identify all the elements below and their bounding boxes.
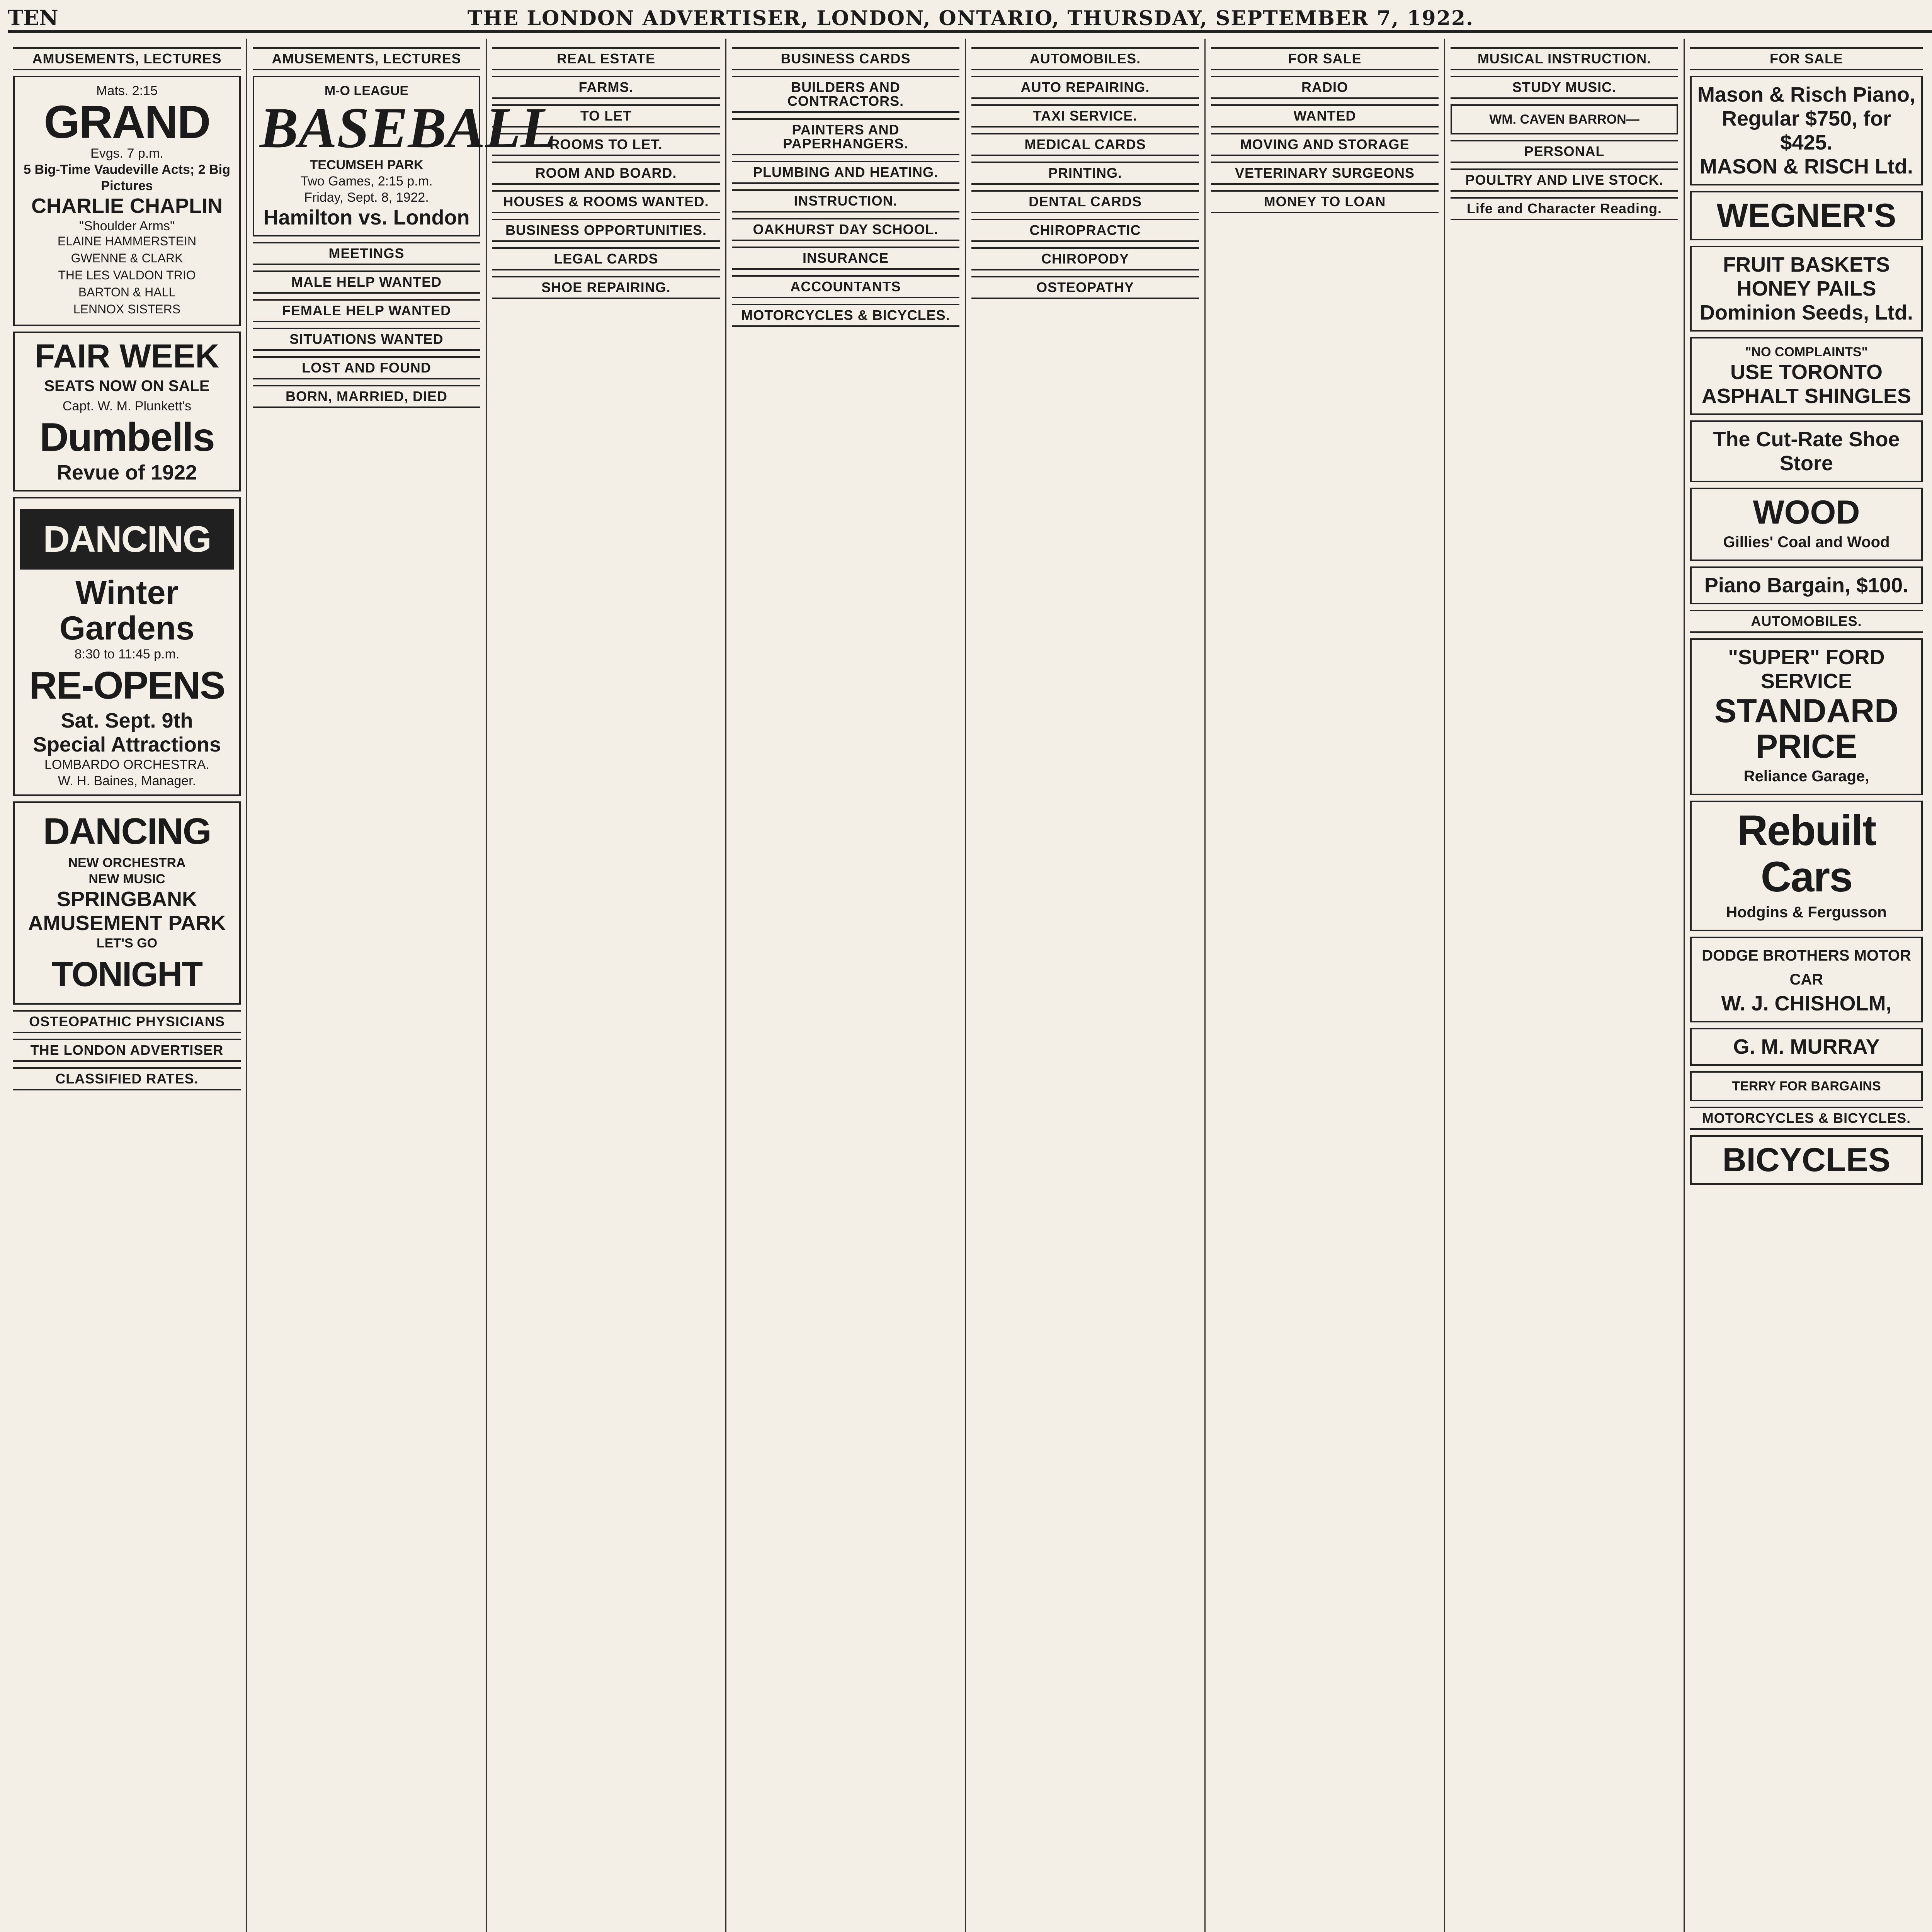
section-header: THE LONDON ADVERTISER	[13, 1039, 241, 1062]
grand-title: GRAND	[44, 96, 210, 148]
wood-ad: WOOD Gillies' Coal and Wood	[1690, 488, 1923, 561]
section-header: HOUSES & ROOMS WANTED.	[492, 190, 720, 213]
column-3	[487, 39, 726, 1932]
section-header: BUSINESS OPPORTUNITIES.	[492, 219, 720, 242]
page-number: TEN	[8, 5, 58, 30]
section-header: MEDICAL CARDS	[971, 133, 1199, 156]
section-header: MALE HELP WANTED	[253, 270, 480, 294]
section-header: SITUATIONS WANTED	[253, 328, 480, 351]
column-7	[1445, 39, 1685, 1932]
section-header: FOR SALE	[1211, 47, 1439, 70]
section-header: FOR SALE	[1690, 47, 1923, 70]
rebuilt-cars-ad: Rebuilt Cars Hodgins & Fergusson	[1690, 801, 1923, 931]
section-header: POULTRY AND LIVE STOCK.	[1451, 168, 1678, 192]
section-header: PRINTING.	[971, 162, 1199, 185]
section-header: RADIO	[1211, 76, 1439, 99]
section-header: CLASSIFIED RATES.	[13, 1067, 241, 1090]
section-header: ACCOUNTANTS	[732, 275, 959, 298]
section-header: AMUSEMENTS, LECTURES	[253, 47, 480, 70]
fruit-ad: FRUIT BASKETS HONEY PAILS Dominion Seeds, Ltd.	[1690, 246, 1923, 332]
charlie-chaplin: CHARLIE CHAPLIN	[31, 194, 223, 218]
section-header: Life and Character Reading.	[1451, 197, 1678, 220]
springbank-ad: DANCING NEW ORCHESTRA NEW MUSIC SPRINGBANK AMUSEMENT PARK LET'S GO TONIGHT	[13, 801, 241, 1005]
section-header: TAXI SERVICE.	[971, 104, 1199, 128]
ford-service-ad: "SUPER" FORD SERVICE STANDARD PRICE Reliance Garage,	[1690, 638, 1923, 795]
section-header: PAINTERS AND PAPERHANGERS.	[732, 118, 959, 155]
masthead-title: THE LONDON ADVERTISER, LONDON, ONTARIO, THURSDAY, SEPTEMBER 7, 1922.	[467, 7, 1474, 30]
shingles-ad: "NO COMPLAINTS" USE TORONTO ASPHALT SHINGLES	[1690, 337, 1923, 415]
column-1	[8, 39, 247, 1932]
section-header: AUTOMOBILES.	[971, 47, 1199, 70]
section-header: LOST AND FOUND	[253, 356, 480, 379]
section-header: MUSICAL INSTRUCTION.	[1451, 47, 1678, 70]
section-header: FEMALE HELP WANTED	[253, 299, 480, 322]
section-header: ROOMS TO LET.	[492, 133, 720, 156]
grand-theatre-ad: Mats. 2:15 GRAND Evgs. 7 p.m. 5 Big-Time Vaudeville Acts; 2 Big Pictures CHARLIE CHAPLIN "Shoulder Arms" ELAINE HAMMERSTEIN GWENNE & CLARK THE LES VALDON TRIO BARTON & HALL LENNOX SISTERS	[13, 76, 241, 326]
fair-week-ad: FAIR WEEK SEATS NOW ON SALE Capt. W. M. Plunkett's Dumbells Revue of 1922	[13, 332, 241, 492]
section-header: PLUMBING AND HEATING.	[732, 161, 959, 184]
section-header: REAL ESTATE	[492, 47, 720, 70]
baseball-ad: M-O LEAGUE BASEBALL TECUMSEH PARK Two Games, 2:15 p.m. Friday, Sept. 8, 1922. Hamilton vs. London	[253, 76, 480, 236]
section-header: WANTED	[1211, 104, 1439, 128]
column-4	[726, 39, 966, 1932]
murray-ad: G. M. MURRAY	[1690, 1028, 1923, 1066]
wegner-ad: WEGNER'S	[1690, 191, 1923, 240]
section-header: AMUSEMENTS, LECTURES	[13, 47, 241, 70]
column-8	[1685, 39, 1928, 1932]
section-header: INSTRUCTION.	[732, 189, 959, 213]
section-header: BORN, MARRIED, DIED	[253, 385, 480, 408]
section-header: MEETINGS	[253, 242, 480, 265]
section-header: OSTEOPATHIC PHYSICIANS	[13, 1010, 241, 1033]
section-header: INSURANCE	[732, 247, 959, 270]
section-header: FARMS.	[492, 76, 720, 99]
section-header: BUILDERS AND CONTRACTORS.	[732, 76, 959, 113]
section-header: MOTORCYCLES & BICYCLES.	[1690, 1107, 1923, 1130]
dodge-ad: DODGE BROTHERS MOTOR CAR W. J. CHISHOLM,	[1690, 937, 1923, 1022]
column-5	[966, 39, 1206, 1932]
section-header: OAKHURST DAY SCHOOL.	[732, 218, 959, 241]
section-header: AUTO REPAIRING.	[971, 76, 1199, 99]
section-header: CHIROPODY	[971, 247, 1199, 270]
section-header: BUSINESS CARDS	[732, 47, 959, 70]
section-header: PERSONAL	[1451, 140, 1678, 163]
column-2	[247, 39, 556, 1932]
piano-ad: Mason & Risch Piano, Regular $750, for $425. MASON & RISCH Ltd.	[1690, 76, 1923, 185]
bicycles-ad: BICYCLES	[1690, 1135, 1923, 1185]
section-header: STUDY MUSIC.	[1451, 76, 1678, 99]
section-header: SHOE REPAIRING.	[492, 276, 720, 299]
section-header: AUTOMOBILES.	[1690, 610, 1923, 633]
masthead	[8, 3, 1932, 33]
section-header: MOTORCYCLES & BICYCLES.	[732, 304, 959, 327]
section-header: VETERINARY SURGEONS	[1211, 162, 1439, 185]
section-header: MOVING AND STORAGE	[1211, 133, 1439, 156]
section-header: CHIROPRACTIC	[971, 219, 1199, 242]
section-header: DENTAL CARDS	[971, 190, 1199, 213]
cutrate-ad: The Cut-Rate Shoe Store	[1690, 420, 1923, 482]
section-header: MONEY TO LOAN	[1211, 190, 1439, 213]
barron-ad: WM. CAVEN BARRON—	[1451, 104, 1678, 134]
section-header: TO LET	[492, 104, 720, 128]
winter-gardens-ad: DANCING Winter Gardens 8:30 to 11:45 p.m. RE-OPENS Sat. Sept. 9th Special Attractions LOMBARDO ORCHESTRA. W. H. Baines, Manager.	[13, 497, 241, 796]
piano2-ad: Piano Bargain, $100.	[1690, 566, 1923, 604]
column-6	[1206, 39, 1445, 1932]
section-header: LEGAL CARDS	[492, 247, 720, 270]
section-header: ROOM AND BOARD.	[492, 162, 720, 185]
terry-ad: TERRY FOR BARGAINS	[1690, 1071, 1923, 1101]
section-header: OSTEOPATHY	[971, 276, 1199, 299]
columns	[8, 39, 1932, 1932]
